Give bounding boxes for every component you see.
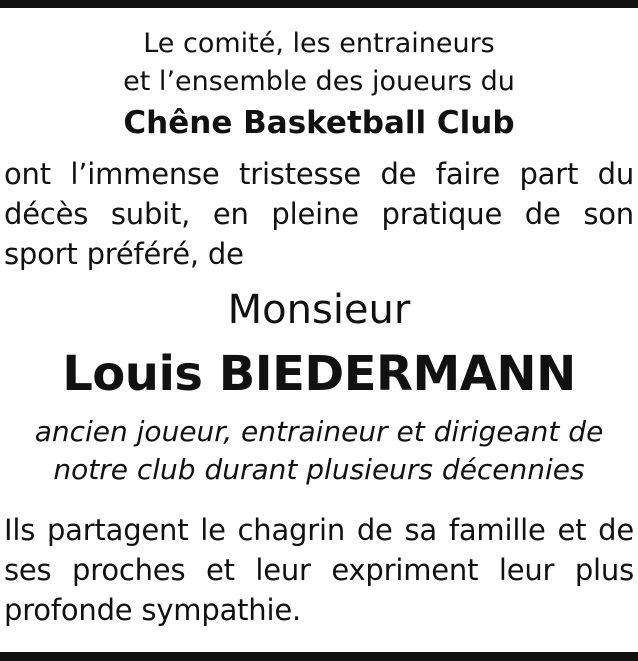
announcement-line-1: ont l’immense tristesse de faire part du bbox=[4, 157, 634, 191]
announcement-line-2: décès subit, en pleine pratique de son bbox=[4, 197, 634, 231]
intro-line-1: Le comité, les entraineurs bbox=[143, 28, 495, 59]
closing-line-1: Ils partagent le chagrin de sa famille et de bbox=[4, 513, 634, 547]
bottom-border-rule bbox=[0, 652, 638, 661]
deceased-name: Louis BIEDERMANN bbox=[62, 346, 576, 402]
club-name: Chêne Basketball Club bbox=[123, 105, 515, 141]
role-line-1: ancien joueur, entraineur et dirigeant de bbox=[34, 415, 604, 448]
role-line-2: notre club durant plusieurs décennies bbox=[53, 453, 585, 486]
announcement-line-3: sport préféré, de bbox=[4, 237, 244, 271]
honorific: Monsieur bbox=[227, 287, 411, 333]
intro-line-2: et l’ensemble des joueurs du bbox=[123, 66, 515, 97]
closing-line-2: ses proches et leur expriment leur plus bbox=[4, 553, 634, 587]
closing-line-3: profonde sympathie. bbox=[4, 593, 302, 627]
